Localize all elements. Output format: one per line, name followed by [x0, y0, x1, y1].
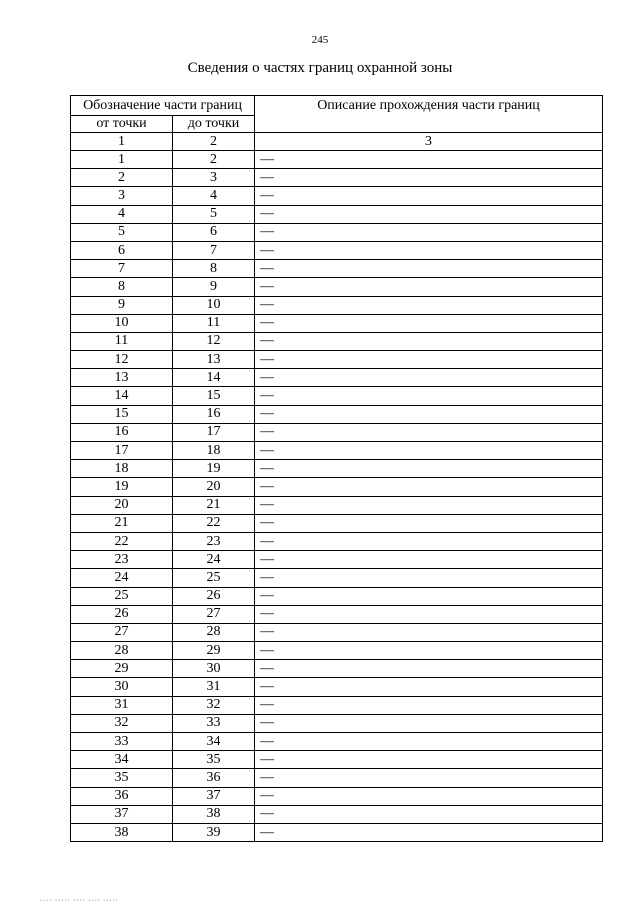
to-point-cell: 18 — [173, 442, 255, 460]
from-point-cell: 20 — [71, 496, 173, 514]
to-point-cell: 17 — [173, 423, 255, 441]
table-row — [71, 332, 603, 350]
from-point-cell: 9 — [71, 296, 173, 314]
from-point-cell: 27 — [71, 623, 173, 641]
boundary-parts-table — [70, 95, 603, 842]
description-cell: — — [255, 478, 603, 496]
description-cell: — — [255, 805, 603, 823]
description-cell: — — [255, 187, 603, 205]
from-point-cell: 4 — [71, 205, 173, 223]
from-point-cell: 5 — [71, 223, 173, 241]
to-point-cell: 8 — [173, 260, 255, 278]
from-point-cell: 17 — [71, 442, 173, 460]
table-row — [71, 205, 603, 223]
description-cell: — — [255, 460, 603, 478]
from-point-cell: 12 — [71, 351, 173, 369]
to-point-cell: 10 — [173, 296, 255, 314]
table-row — [71, 151, 603, 169]
description-cell: — — [255, 169, 603, 187]
table-row — [71, 314, 603, 332]
description-cell: — — [255, 787, 603, 805]
to-point-cell: 14 — [173, 369, 255, 387]
from-point-cell: 34 — [71, 751, 173, 769]
column-numbering-row — [71, 133, 603, 151]
to-point-cell: 38 — [173, 805, 255, 823]
from-point-cell: 1 — [71, 151, 173, 169]
from-point-cell: 6 — [71, 241, 173, 259]
to-point-cell: 34 — [173, 733, 255, 751]
description-cell: — — [255, 642, 603, 660]
to-point-cell: 9 — [173, 278, 255, 296]
from-point-cell: 36 — [71, 787, 173, 805]
to-point-cell: 39 — [173, 823, 255, 841]
table-row — [71, 460, 603, 478]
table-row — [71, 587, 603, 605]
to-point-cell: 19 — [173, 460, 255, 478]
from-point-cell: 31 — [71, 696, 173, 714]
table-row — [71, 751, 603, 769]
table-row — [71, 805, 603, 823]
table-row — [71, 623, 603, 641]
description-cell: — — [255, 496, 603, 514]
table-row — [71, 769, 603, 787]
from-point-cell: 3 — [71, 187, 173, 205]
to-point-cell: 4 — [173, 187, 255, 205]
description-cell: — — [255, 296, 603, 314]
table-row — [71, 278, 603, 296]
description-cell: — — [255, 532, 603, 550]
table-row — [71, 569, 603, 587]
table-row — [71, 496, 603, 514]
from-point-cell: 13 — [71, 369, 173, 387]
to-point-cell: 16 — [173, 405, 255, 423]
table-row — [71, 223, 603, 241]
description-cell: — — [255, 151, 603, 169]
table-row — [71, 714, 603, 732]
from-point-cell: 11 — [71, 332, 173, 350]
description-cell: — — [255, 442, 603, 460]
table-row — [71, 387, 603, 405]
from-point-cell: 29 — [71, 660, 173, 678]
to-point-cell: 2 — [173, 151, 255, 169]
table-row — [71, 823, 603, 841]
description-cell: — — [255, 351, 603, 369]
description-cell: — — [255, 278, 603, 296]
table-row — [71, 478, 603, 496]
from-point-cell: 33 — [71, 733, 173, 751]
description-cell: — — [255, 623, 603, 641]
table-row — [71, 605, 603, 623]
description-cell: — — [255, 769, 603, 787]
from-point-cell: 37 — [71, 805, 173, 823]
table-row — [71, 351, 603, 369]
to-point-cell: 28 — [173, 623, 255, 641]
from-point-cell: 38 — [71, 823, 173, 841]
from-point-cell: 22 — [71, 532, 173, 550]
from-point-cell: 24 — [71, 569, 173, 587]
to-point-cell: 35 — [173, 751, 255, 769]
description-cell: — — [255, 387, 603, 405]
table-row — [71, 696, 603, 714]
document-title: Сведения о частях границ охранной зоны — [187, 60, 453, 76]
to-point-cell: 5 — [173, 205, 255, 223]
table-row — [71, 241, 603, 259]
from-point-cell: 32 — [71, 714, 173, 732]
table-row — [71, 423, 603, 441]
table-row — [71, 678, 603, 696]
from-point-cell: 26 — [71, 605, 173, 623]
description-cell: — — [255, 714, 603, 732]
header-to-point: до точки — [173, 116, 255, 133]
description-cell: — — [255, 678, 603, 696]
header-boundary-designation: Обозначение части границ — [71, 96, 255, 116]
to-point-cell: 33 — [173, 714, 255, 732]
table-row — [71, 296, 603, 314]
table-row — [71, 369, 603, 387]
from-point-cell: 10 — [71, 314, 173, 332]
from-point-cell: 19 — [71, 478, 173, 496]
table-row — [71, 405, 603, 423]
from-point-cell: 15 — [71, 405, 173, 423]
to-point-cell: 21 — [173, 496, 255, 514]
table-row — [71, 187, 603, 205]
description-cell: — — [255, 605, 603, 623]
table-row — [71, 787, 603, 805]
header-from-point: от точки — [71, 116, 173, 133]
table-row — [71, 260, 603, 278]
footer-watermark-text: ▪▪▪▪ ▪▪▪▪▪ ▪▪▪▪ ▪▪▪▪ ▪▪▪▪▪ — [40, 898, 119, 904]
table-row — [71, 442, 603, 460]
to-point-cell: 6 — [173, 223, 255, 241]
table-row — [71, 551, 603, 569]
description-cell: — — [255, 369, 603, 387]
description-cell: — — [255, 241, 603, 259]
description-cell: — — [255, 332, 603, 350]
to-point-cell: 12 — [173, 332, 255, 350]
to-point-cell: 11 — [173, 314, 255, 332]
to-point-cell: 30 — [173, 660, 255, 678]
to-point-cell: 22 — [173, 514, 255, 532]
to-point-cell: 26 — [173, 587, 255, 605]
description-cell: — — [255, 551, 603, 569]
table-row — [71, 733, 603, 751]
table-row — [71, 642, 603, 660]
to-point-cell: 36 — [173, 769, 255, 787]
to-point-cell: 32 — [173, 696, 255, 714]
description-cell: — — [255, 569, 603, 587]
to-point-cell: 25 — [173, 569, 255, 587]
from-point-cell: 23 — [71, 551, 173, 569]
description-cell: — — [255, 260, 603, 278]
description-cell: — — [255, 751, 603, 769]
to-point-cell: 20 — [173, 478, 255, 496]
description-cell: — — [255, 660, 603, 678]
to-point-cell: 29 — [173, 642, 255, 660]
column-number-1: 1 — [71, 133, 173, 151]
column-number-2: 2 — [173, 133, 255, 151]
table-row — [71, 532, 603, 550]
description-cell: — — [255, 405, 603, 423]
to-point-cell: 7 — [173, 241, 255, 259]
description-cell: — — [255, 823, 603, 841]
from-point-cell: 8 — [71, 278, 173, 296]
to-point-cell: 13 — [173, 351, 255, 369]
table-row — [71, 514, 603, 532]
to-point-cell: 31 — [173, 678, 255, 696]
table-header-row — [71, 96, 603, 116]
from-point-cell: 16 — [71, 423, 173, 441]
description-cell: — — [255, 205, 603, 223]
from-point-cell: 25 — [71, 587, 173, 605]
table-row — [71, 169, 603, 187]
to-point-cell: 24 — [173, 551, 255, 569]
from-point-cell: 2 — [71, 169, 173, 187]
description-cell: — — [255, 587, 603, 605]
description-cell: — — [255, 696, 603, 714]
header-description: Описание прохождения части границ — [255, 96, 603, 133]
from-point-cell: 35 — [71, 769, 173, 787]
to-point-cell: 15 — [173, 387, 255, 405]
from-point-cell: 7 — [71, 260, 173, 278]
description-cell: — — [255, 223, 603, 241]
description-cell: — — [255, 514, 603, 532]
from-point-cell: 14 — [71, 387, 173, 405]
page-number: 245 — [311, 34, 329, 46]
description-cell: — — [255, 423, 603, 441]
description-cell: — — [255, 314, 603, 332]
to-point-cell: 27 — [173, 605, 255, 623]
from-point-cell: 30 — [71, 678, 173, 696]
to-point-cell: 23 — [173, 532, 255, 550]
to-point-cell: 37 — [173, 787, 255, 805]
description-cell: — — [255, 733, 603, 751]
column-number-3: 3 — [255, 133, 603, 151]
from-point-cell: 18 — [71, 460, 173, 478]
table-row — [71, 660, 603, 678]
from-point-cell: 28 — [71, 642, 173, 660]
to-point-cell: 3 — [173, 169, 255, 187]
from-point-cell: 21 — [71, 514, 173, 532]
